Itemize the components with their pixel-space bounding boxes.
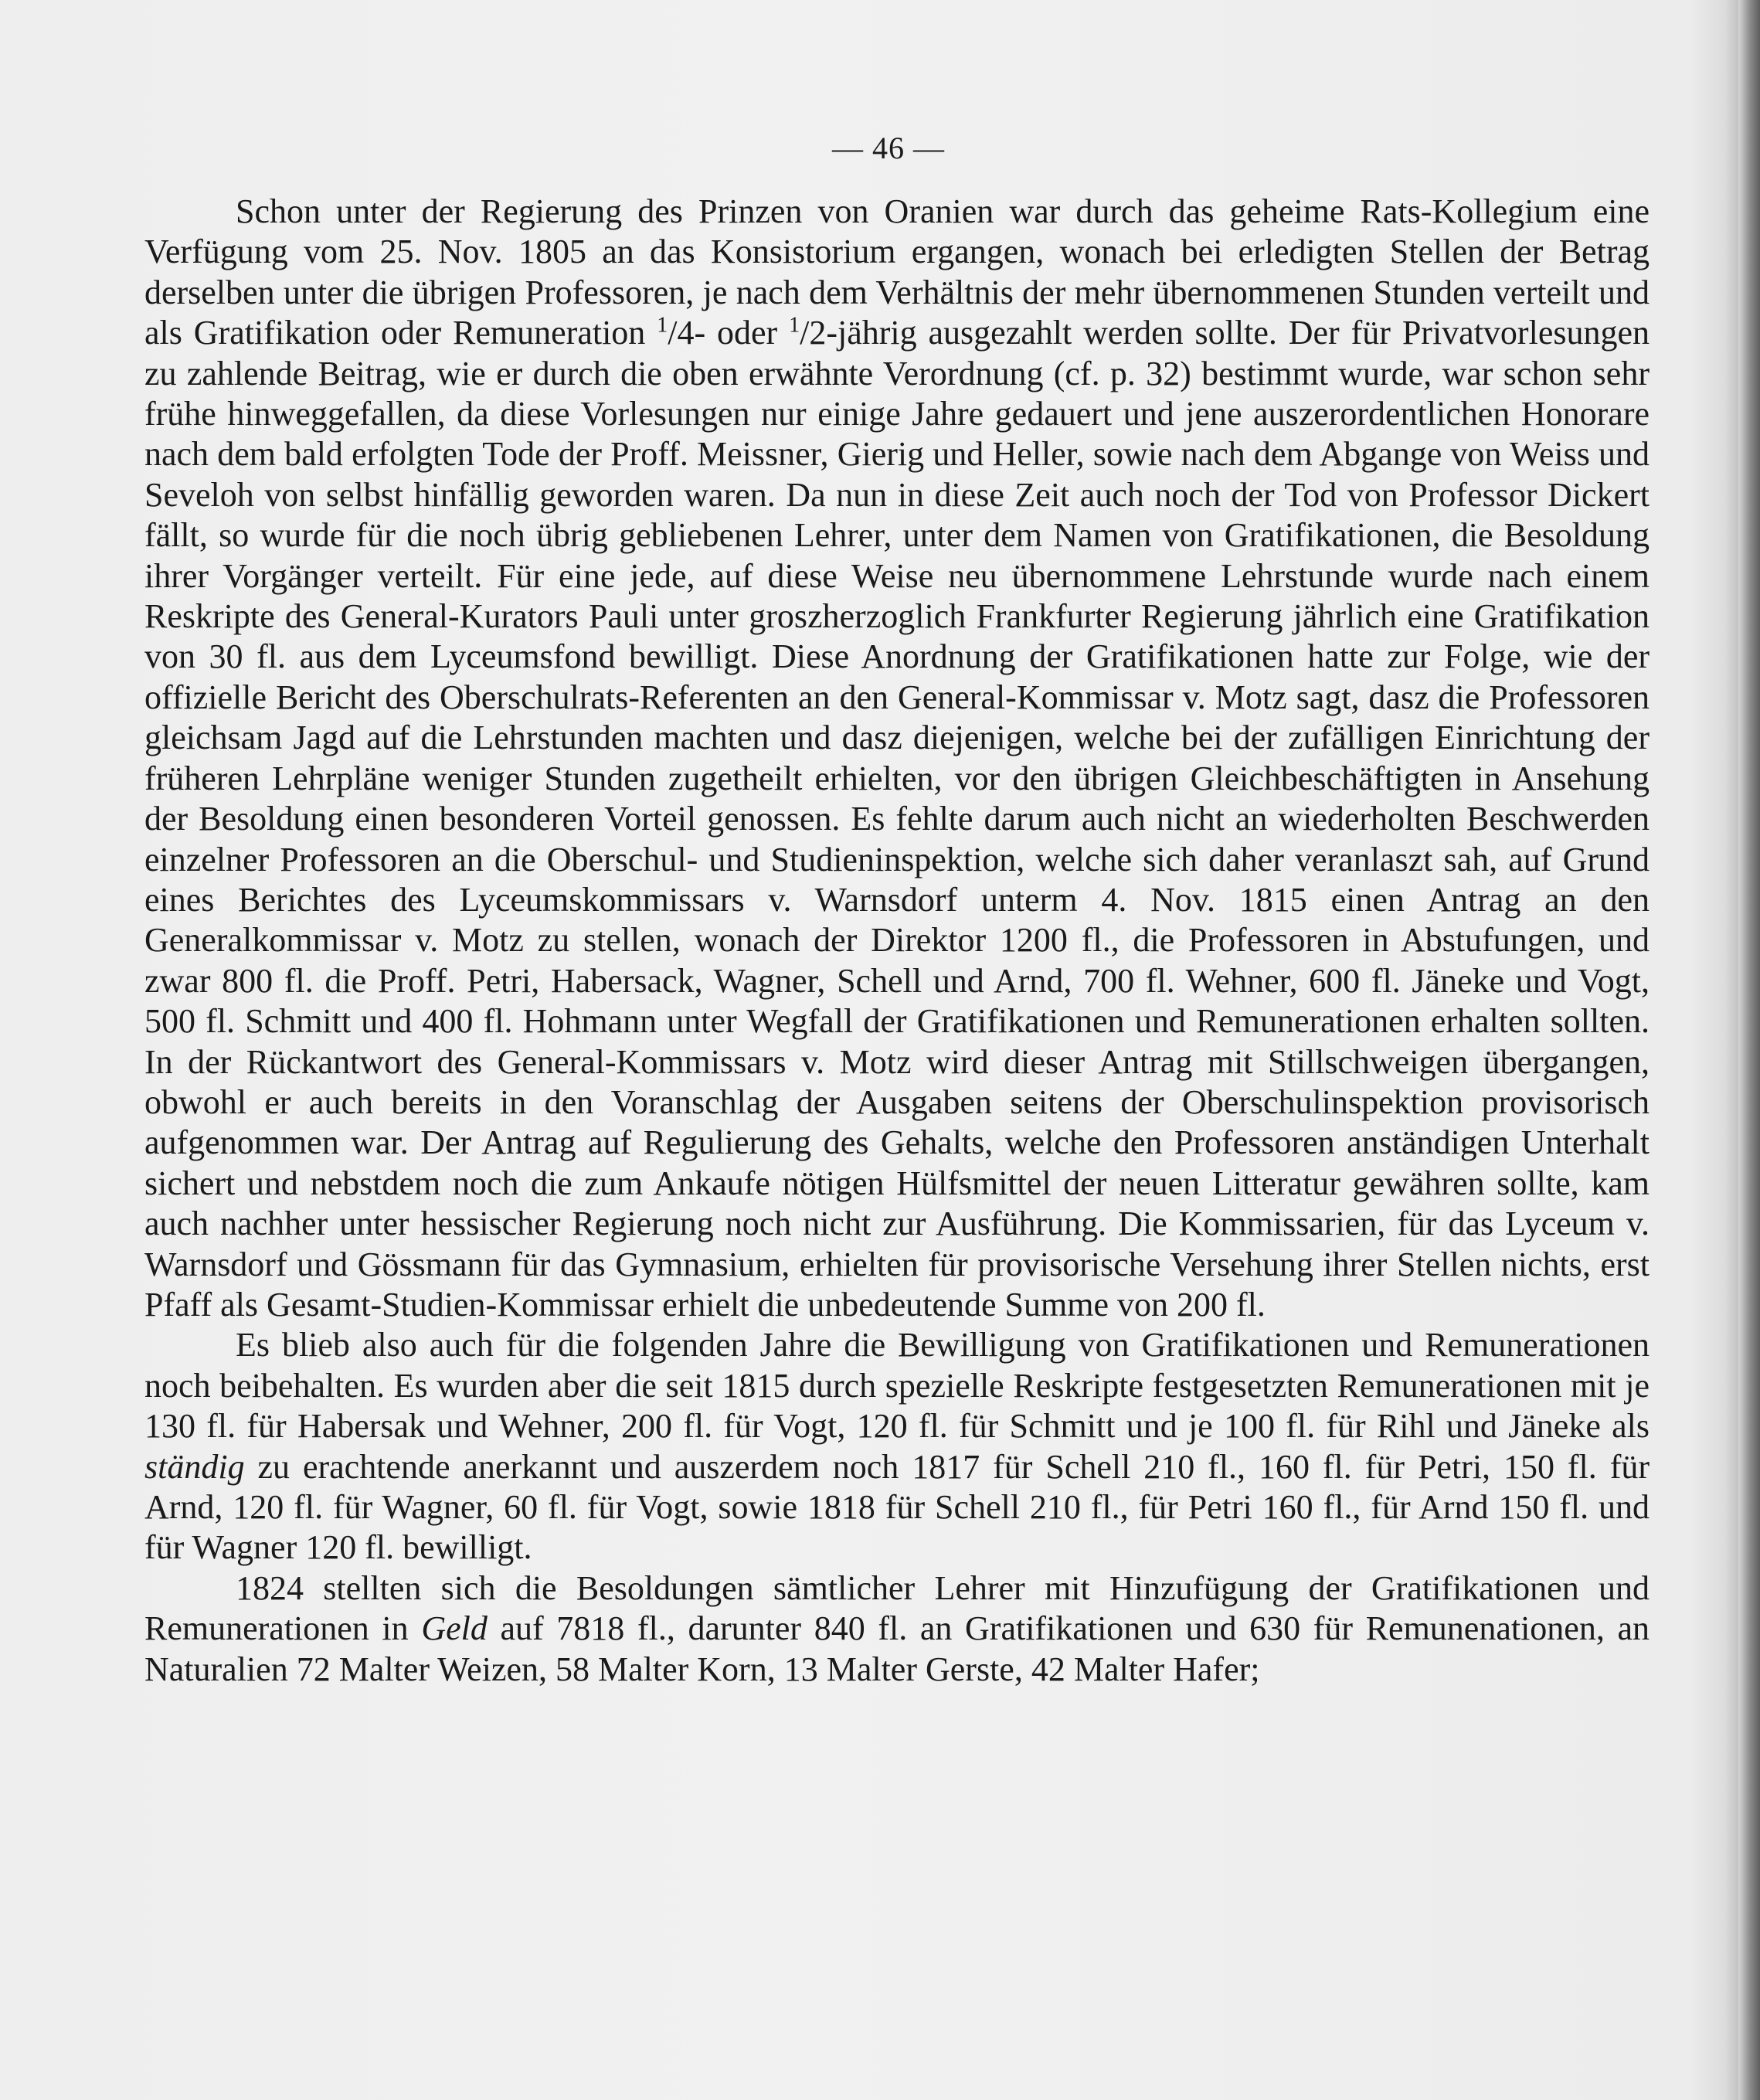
page-number: — 46 —: [832, 131, 945, 165]
paragraph-3: [144, 1568, 1650, 1690]
paragraph-2: [144, 1325, 1650, 1568]
paragraph-1-text-b: /2-jährig ausgezahlt werden sollte. Der für Privatvorlesungen zu zahlende Beitrag, wie er durch die oben erwähnte Verordnung (cf. p. 32) bestimmt wurde, war schon sehr frühe hinweggefallen, da diese Vorlesungen nur einige Jahre gedauert und jene auszerordentlichen Honorare nach dem bald erfolgten Tode der Proff. Meissner, Gierig und Heller, sowie nach dem Abgange von Weiss und Seveloh von selbst hinfällig geworden waren. Da nun in diese Zeit auch noch der Tod von Professor Dickert fällt, so wurde für die noch übrig gebliebenen Lehrer, unter dem Namen von Gratifikationen, die Besoldung ihrer Vorgänger verteilt. Für eine jede, auf diese Weise neu übernommene Lehrstunde wurde nach einem Reskripte des General-Kurators Pauli unter groszherzoglich Frankfurter Regierung jährlich eine Gratifikation von 30 fl. aus dem Lyceumsfond bewilligt. Diese Anordnung der Gratifikationen hatte zur Folge, wie der offizielle Bericht des Oberschulrats-Referenten an den General-Kommissar v. Motz sagt, dasz die Professoren gleichsam Jagd auf die Lehrstunden machten und dasz diejenigen, welche bei der zufälligen Einrichtung der früheren Lehrpläne weniger Stunden zugetheilt erhielten, vor den übrigen Gleichbeschäftigten in Ansehung der Besoldung einen besonderen Vorteil genossen. Es fehlte darum auch nicht an wiederholten Beschwerden einzelner Professoren an die Oberschul- und Studieninspektion, welche sich daher veranlaszt sah, auf Grund eines Berichtes des Lyceumskommissars v. Warnsdorf unterm 4. Nov. 1815 einen Antrag an den Generalkommissar v. Motz zu stellen, wonach der Direktor 1200 fl., die Professoren in Abstufungen, und zwar 800 fl. die Proff. Petri, Habersack, Wagner, Schell und Arnd, 700 fl. Wehner, 600 fl. Jäneke und Vogt, 500 fl. Schmitt und 400 fl. Hohmann unter Wegfall der Gratifikationen und Remunerationen erhalten sollten. In der Rückantwort des General-Kommissars v. Motz wird dieser Antrag mit Stillschweigen übergangen, obwohl er auch bereits in den Voranschlag der Ausgaben seitens der Oberschulinspektion provisorisch aufgenommen war. Der Antrag auf Regulierung des Gehalts, welche den Professoren anständigen Unterhalt sichert und nebstdem noch die zum Ankaufe nötigen Hülfsmittel der neuen Litteratur gewähren sollte, kam auch nachher unter hessischer Regierung noch nicht zur Ausführung. Die Kommissarien, für das Lyceum v. Warnsdorf und Gössmann für das Gymnasium, erhielten für provisorische Versehung ihrer Stellen nichts, erst Pfaff als Gesamt-Studien-Kommissar erhielt die unbedeutende Summe von 200 fl.: [144, 314, 1650, 1324]
paragraph-1: [144, 192, 1650, 1325]
paragraph-3-text-b: auf 7818 fl., darunter 840 fl. an Gratifikationen und 630 für Remunenationen, an Naturalien 72 Malter Weizen, 58 Malter Korn, 13 Malter Gerste, 42 Malter Hafer;: [144, 1609, 1650, 1688]
paragraph-1-text-a: Schon unter der Regierung des Prinzen von Oranien war durch das geheime Rats-Kollegium eine Verfügung vom 25. Nov. 1805 an das Konsistorium ergangen, wonach bei erledigten Stellen der Betrag derselben unter die übrigen Professoren, je nach dem Verhältnis der mehr übernommenen Stunden verteilt und als Gratifikation oder Remuneration: [144, 192, 1650, 352]
paragraph-3-italic: Geld: [421, 1609, 488, 1648]
paragraph-2-text-b: zu erachtende anerkannt und auszerdem noch 1817 für Schell 210 fl., 160 fl. für Petri, 150 fl. für Arnd, 120 fl. für Wagner, 60 fl. für Vogt, sowie 1818 für Schell 210 fl., für Petri 160 fl., für Arnd 150 fl. und für Wagner 120 fl. bewilligt.: [144, 1447, 1650, 1567]
paragraph-3-text-a: 1824 stellten sich die Besoldungen sämtlicher Lehrer mit Hinzufügung der Gratifikationen und Remunerationen in: [144, 1568, 1650, 1648]
fraction-quarter-rest: /4- oder: [668, 314, 790, 352]
page-edge-shadow: [1738, 0, 1760, 2100]
paragraph-2-italic: ständig: [144, 1447, 245, 1486]
paragraph-2-text-a: Es blieb also auch für die folgenden Jahre die Bewilligung von Gratifikationen und Remunerationen noch beibehalten. Es wurden aber die seit 1815 durch spezielle Reskripte festgesetzten Remunerationen mit je 130 fl. für Habersak und Wehner, 200 fl. für Vogt, 120 fl. für Schmitt und je 100 fl. für Rihl und Jäneke als: [144, 1326, 1650, 1446]
body-text: [144, 192, 1650, 1690]
fraction-quarter-numerator: 1: [657, 313, 668, 338]
fraction-half-numerator: 1: [789, 313, 800, 338]
